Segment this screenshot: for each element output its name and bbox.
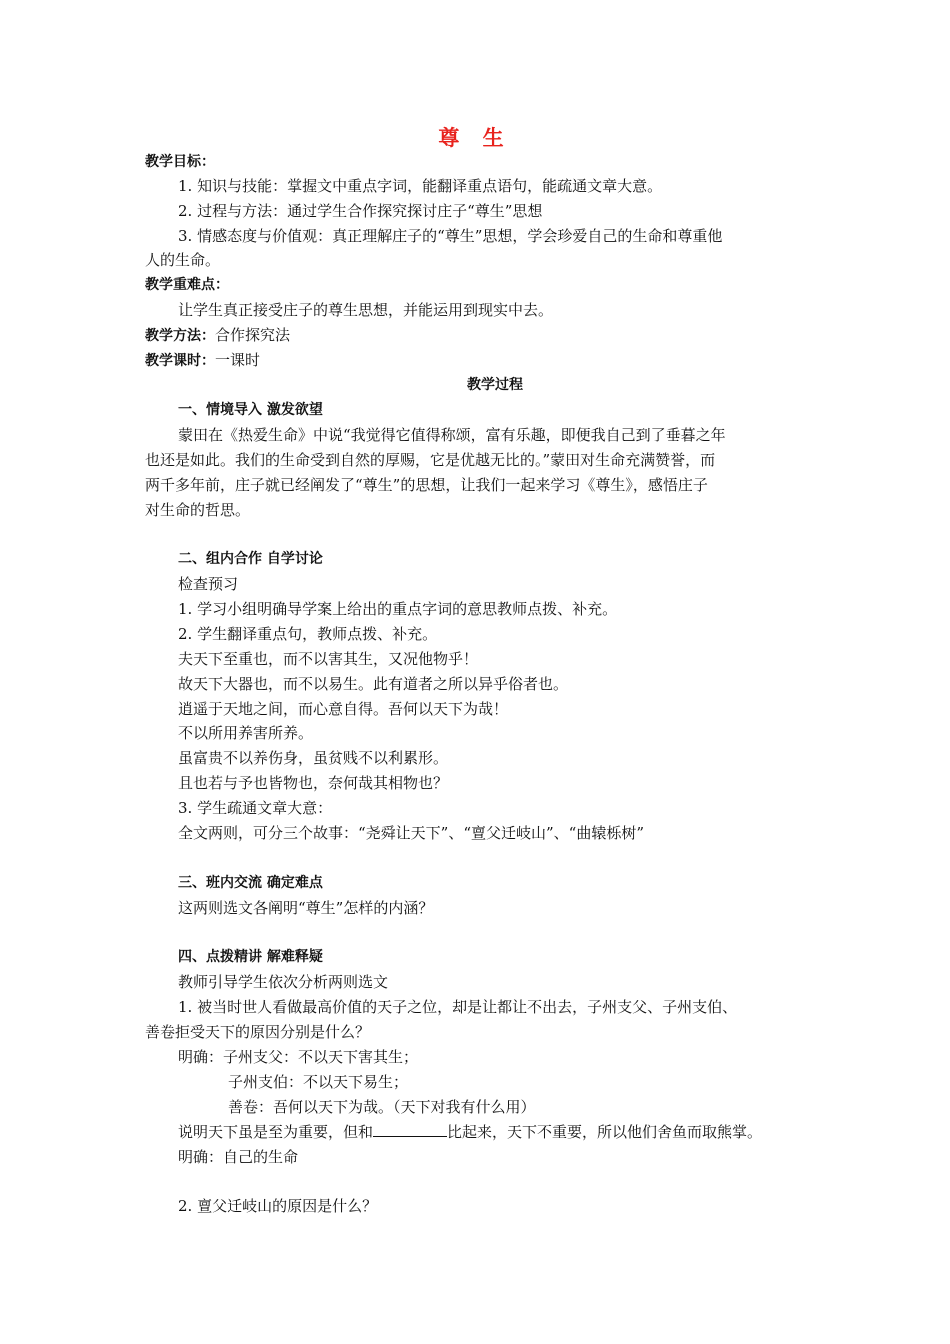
hours-label: 教学课时： — [145, 353, 215, 369]
process-heading: 教学过程 — [467, 377, 523, 393]
section1-heading: 一、情境导入 激发欲望 — [178, 402, 323, 418]
section4-line: 明确：子州支父：不以天下害其生； — [178, 1048, 419, 1066]
method-value: 合作探究法 — [215, 326, 291, 344]
section1-line: 也还是如此。我们的生命受到自然的厚赐，它是优越无比的。”蒙田对生命充满赞誉，而 — [145, 451, 716, 469]
method-line — [145, 325, 290, 346]
key-points-text: 让学生真正接受庄子的尊生思想，并能运用到现实中去。 — [178, 301, 554, 319]
hours-value: 一课时 — [215, 351, 261, 369]
question-2: 2. 亶父迁岐山的原因是什么？ — [178, 1197, 378, 1215]
objective-item-continued: 人的生命。 — [145, 251, 221, 269]
section3-heading: 三、班内交流 确定难点 — [178, 875, 323, 891]
section4-line: 1. 被当时世人看做最高价值的天子之位，却是让都让不出去，子州支父、子州支伯、 — [178, 998, 738, 1016]
objective-item: 2. 过程与方法：通过学生合作探究探讨庄子“尊生”思想 — [178, 202, 543, 220]
section4-line: 善卷：吾何以天下为哉。（天下对我有什么用） — [228, 1098, 536, 1116]
document-title: 尊 生 — [438, 125, 512, 150]
section2-line: 夫天下至重也，而不以害其生，又况他物乎！ — [178, 650, 479, 668]
section4-heading: 四、点拨精讲 解难释疑 — [178, 949, 323, 965]
objectives-heading: 教学目标： — [145, 154, 215, 170]
section2-line: 全文两则，可分三个故事：“尧舜让天下”、“亶父迁岐山”、“曲辕栎树” — [178, 824, 645, 842]
hours-line — [145, 350, 260, 371]
section2-heading: 二、组内合作 自学讨论 — [178, 551, 323, 567]
section4-line: 善卷拒受天下的原因分别是什么？ — [145, 1023, 371, 1041]
section1-line: 两千多年前，庄子就已经阐发了“尊生”的思想，让我们一起来学习《尊生》，感悟庄子 — [145, 476, 708, 494]
section1-line: 对生命的哲思。 — [145, 501, 251, 519]
section4-line: 子州支伯：不以天下易生； — [228, 1073, 409, 1091]
section2-line: 故天下大器也，而不以易生。此有道者之所以异乎俗者也。 — [178, 675, 569, 693]
fill-after: 比起来，天下不重要，所以他们舍鱼而取熊掌。 — [447, 1123, 763, 1141]
section2-line: 不以所用养害所养。 — [178, 724, 314, 742]
objective-item: 1. 知识与技能：掌握文中重点字词，能翻译重点语句，能疏通文章大意。 — [178, 177, 663, 195]
section2-line: 且也若与予也皆物也，奈何哉其相物也？ — [178, 774, 449, 792]
section2-line: 2. 学生翻译重点句，教师点拨、补充。 — [178, 625, 438, 643]
section2-line: 1. 学习小组明确导学案上给出的重点字词的意思教师点拨、补充。 — [178, 600, 618, 618]
fill-blank — [373, 1122, 447, 1137]
section2-line: 虽富贵不以养伤身，虽贫贱不以利累形。 — [178, 749, 449, 767]
answer-line: 明确：自己的生命 — [178, 1148, 299, 1166]
fill-in-sentence — [178, 1122, 762, 1142]
section2-line: 3. 学生疏通文章大意： — [178, 799, 333, 817]
objective-item: 3. 情感态度与价值观：真正理解庄子的“尊生”思想，学会珍爱自己的生命和尊重他 — [178, 227, 723, 245]
section2-line: 逍遥于天地之间，而心意自得。吾何以天下为哉！ — [178, 700, 509, 718]
key-points-heading: 教学重难点： — [145, 277, 229, 293]
method-label: 教学方法： — [145, 328, 215, 344]
section3-line: 这两则选文各阐明“尊生”怎样的内涵？ — [178, 899, 434, 917]
section2-line: 检查预习 — [178, 575, 239, 593]
section1-line: 蒙田在《热爱生命》中说“我觉得它值得称颂，富有乐趣，即便我自己到了垂暮之年 — [178, 426, 726, 444]
fill-before: 说明天下虽是至为重要，但和 — [178, 1123, 374, 1141]
section4-line: 教师引导学生依次分析两则选文 — [178, 973, 389, 991]
